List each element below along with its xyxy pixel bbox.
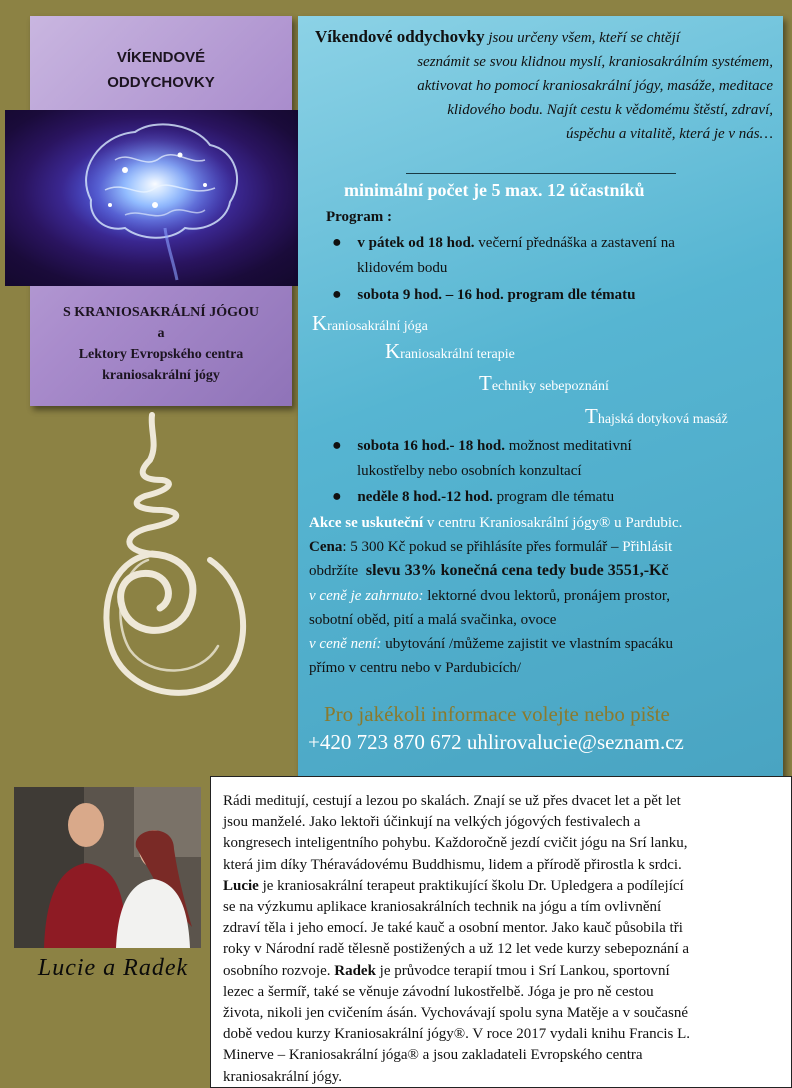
venue-text: v centru Kraniosakrální jógy® u Pardubic.	[426, 515, 683, 531]
program-item-3-text: možnost meditativní	[508, 438, 632, 454]
subtitle-line-3: Lektory Evropského centra	[78, 347, 244, 362]
intro-line-1	[315, 26, 680, 49]
venue-bold: Akce se uskuteční	[309, 515, 424, 531]
topic-3-initial: T	[479, 371, 492, 395]
bullet-icon: ●	[332, 488, 342, 505]
spiral-symbol	[90, 410, 250, 720]
excluded-line-2: přímo v centru nebo v Pardubicích/	[309, 660, 522, 676]
bullet-icon: ●	[332, 234, 342, 251]
price-text: : 5 300 Kč pokud se přihlásíte přes formulář –	[342, 539, 619, 555]
bio-line: která jim díky Théravádovému Buddhismu, lidem a přírodě přirostla k srdci.	[223, 856, 682, 873]
program-item-3	[332, 435, 632, 457]
excluded-label: v ceně není:	[309, 636, 382, 652]
bio-line: kraniosakrální jógy.	[223, 1068, 342, 1085]
bio-line	[223, 876, 781, 897]
program-item-3-cont: lukostřelby nebo osobních konzultací	[357, 463, 582, 479]
program-heading: Program :	[326, 209, 392, 225]
info-box	[298, 16, 783, 778]
topic-3	[479, 372, 609, 397]
intro-line-5: úspěchu a vitalitě, která je v nás…	[565, 126, 773, 142]
brain-image	[5, 110, 311, 286]
included-line-2: sobotní oběd, pití a malá svačinka, ovoce	[309, 612, 557, 628]
bio-line: jsou manželé. Jako lektoři účinkují na velkých jógových festivalech a	[223, 814, 641, 831]
title-line-1: VÍKENDOVÉ	[116, 49, 206, 66]
subtitle-line-4: kraniosakrální jógy	[102, 368, 220, 383]
excluded-line-1	[309, 633, 673, 655]
brain-illustration	[5, 110, 311, 286]
included-text: lektorné dvou lektorů, pronájem prostor,	[427, 588, 670, 604]
couple-illustration	[14, 787, 201, 948]
bio-line: se na výzkumu aplikace kraniosakrálních technik na jógu a tím ovlivnění	[223, 899, 662, 916]
program-item-3-bold: sobota 16 hod.- 18 hod.	[357, 438, 505, 454]
price-label: Cena	[309, 539, 343, 555]
program-item-2-bold: sobota 9 hod. – 16 hod. program dle tématu	[357, 287, 636, 303]
bio-name-lucie: Lucie	[223, 877, 259, 894]
intro-bold: Víkendové oddychovky	[315, 27, 485, 46]
program-item-4-text: program dle tématu	[496, 489, 615, 505]
price-line-1	[309, 536, 672, 558]
included-line-1	[309, 585, 670, 607]
topic-1	[312, 312, 428, 337]
bio-line: Minerve – Kraniosakrální jóga® a jsou zakladateli Evropského centra	[223, 1047, 643, 1064]
excluded-text: ubytování /můžeme zajistit ve vlastním spacáku	[385, 636, 674, 652]
intro-line-4: klidového bodu. Najít cestu k vědomému štěstí, zdraví,	[447, 102, 773, 118]
bio-line	[223, 961, 781, 982]
bio-name-radek: Radek	[334, 962, 376, 979]
topic-1-text: raniosakrální jóga	[327, 319, 428, 334]
bio-line: Rádi meditují, cestují a lezou po skalách. Znají se už přes dvacet let a pět let	[223, 793, 681, 809]
bio-text: je průvodce terapií tmou i Srí Lankou, sportovní	[375, 962, 670, 979]
program-item-4	[332, 486, 614, 508]
program-item-1-bold: v pátek od 18 hod.	[357, 235, 475, 251]
title-line-2: ODDYCHOVKY	[107, 74, 215, 91]
bio-line: roky v Národní radě tělesně postižených a už 12 let vede kurzy sebepoznání a	[223, 941, 690, 958]
discount-text: slevu 33% konečná cena tedy bude 3551,-Kč	[365, 562, 669, 579]
bio-line: lezec a šermíř, také se věnuje závodní lukostřelbě. Jóga je pro ně cestou	[223, 983, 654, 1000]
topic-4-initial: T	[585, 404, 598, 428]
couple-photo	[14, 787, 201, 948]
contact-line-2[interactable]: +420 723 870 672 uhlirovalucie@seznam.cz	[308, 730, 684, 754]
bio-line: zdraví těla i jeho emocí. Je také kauč a osobní mentor. Jako kauč působila tři	[223, 920, 683, 937]
bio-line: života, nikoli jen cvičením ásán. Vychovávají spolu syna Matěje a v současné	[223, 1005, 689, 1022]
subtitle-line-2: a	[157, 326, 165, 341]
capacity-text: minimální počet je 5 max. 12 účastníků	[344, 180, 645, 200]
bio-text: je kraniosakrální terapeut praktikující školu Dr. Upledgera a podílející	[258, 877, 684, 894]
topic-1-initial: K	[312, 311, 328, 335]
topic-2-text: raniosakrální terapie	[400, 347, 515, 362]
bullet-icon: ●	[332, 437, 342, 454]
price-line-2-start: obdržíte	[309, 563, 359, 579]
bio-text: osobního rozvoje.	[223, 962, 335, 979]
program-item-1-text: večerní přednáška a zastavení na	[478, 235, 675, 251]
contact-line-1: Pro jakékoli informace volejte nebo pište	[324, 702, 670, 726]
photo-caption: Lucie a Radek	[37, 955, 189, 981]
topic-2	[385, 340, 515, 365]
venue-line	[309, 512, 682, 534]
program-item-1	[332, 232, 675, 254]
divider	[406, 173, 676, 174]
signup-link[interactable]: Přihlásit	[622, 539, 673, 555]
price-line-2	[309, 560, 669, 582]
topic-4	[585, 405, 728, 430]
bullet-icon: ●	[332, 286, 342, 303]
topic-3-text: echniky sebepoznání	[491, 379, 609, 394]
intro-text-1: jsou určeny všem, kteří se chtějí	[488, 30, 680, 46]
topic-2-initial: K	[385, 339, 401, 363]
bio-box	[210, 776, 792, 1088]
program-item-1-cont: klidovém bodu	[357, 260, 448, 276]
program-item-4-bold: neděle 8 hod.-12 hod.	[357, 489, 493, 505]
bio-line: kongresech inteligentního pohybu. Každoročně jezdí cvičit jógu na Srí lanku,	[223, 835, 688, 852]
included-label: v ceně je zahrnuto:	[309, 588, 424, 604]
intro-line-3: aktivovat ho pomocí kraniosakrální jógy, masáže, meditace	[417, 78, 773, 94]
topic-4-text: hajská dotyková masáž	[597, 412, 728, 427]
bio-line: době vedou kurzy Kraniosakrální jógy®. V roce 2017 vydali knihu Francis L.	[223, 1026, 690, 1043]
program-item-2	[332, 284, 636, 306]
subtitle-line-1: S KRANIOSAKRÁLNÍ JÓGOU	[62, 305, 260, 320]
intro-line-2: seznámit se svou klidnou myslí, kraniosakrálním systémem,	[417, 54, 773, 70]
